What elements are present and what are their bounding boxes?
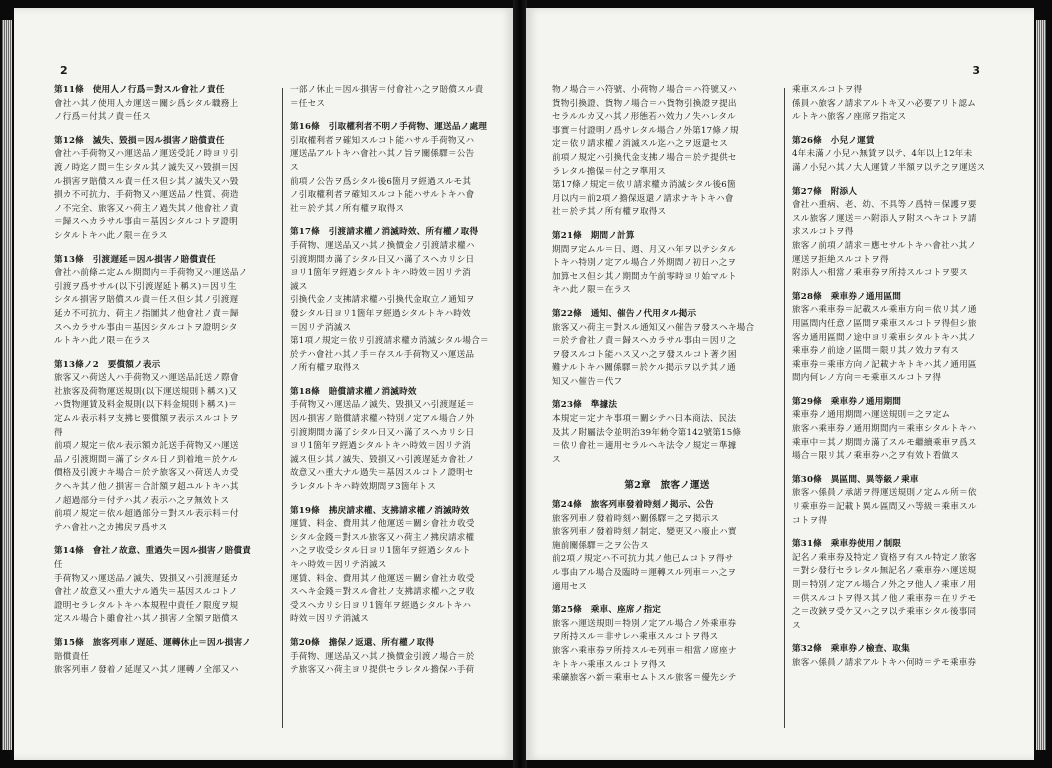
article-heading: 第17條 引渡請求權ノ消滅時效、所有權ノ取得 bbox=[290, 227, 479, 238]
text-line: 運送ヲ拒絶スルコトヲ得 bbox=[792, 254, 889, 265]
article bbox=[792, 291, 1022, 386]
text-line: ハ貨物運賃及料金規則(以下料金規則ト稱ス)＝ bbox=[54, 400, 237, 411]
text-line: 乘車券ノ前途ノ區間＝限リ其ノ效力ヲ有ス bbox=[792, 346, 960, 357]
article-heading: 第16條 引取權利者不明ノ手荷物、運送品ノ處理 bbox=[290, 122, 488, 133]
article-heading: 第11條 使用人ノ行爲＝對スル會社ノ責任 bbox=[54, 85, 225, 95]
text-line: ヲ發スルコト能ハス又ハ之ヲ發スルコト著ク困 bbox=[552, 349, 737, 360]
text-line: 用區間内任意ノ區間ヲ乘車スルコトヲ得但シ旅 bbox=[792, 318, 977, 329]
book-gutter bbox=[513, 0, 527, 768]
text-line: 任 bbox=[54, 560, 63, 570]
text-line: 得 bbox=[54, 427, 63, 438]
text-line: 滅ス但シ其ノ滅失、毀損又ハ引渡遅延カ會社ノ bbox=[290, 454, 475, 465]
text-line: 則＝特別ノ定アル場合ノ外之ヲ他人ノ乘車ノ用 bbox=[792, 580, 977, 590]
text-line: 旅客ノ前項ノ請求＝應セサルトキハ會社ハ其ノ bbox=[792, 240, 977, 251]
column-divider bbox=[784, 88, 785, 728]
text-line: 會社ハ前條ニ定ムル期間内＝手荷物又ハ運送品ノ bbox=[54, 268, 248, 279]
text-line: 第17條ノ規定＝依リ請求權カ消滅シタル後6箇 bbox=[552, 180, 736, 191]
text-line: 受スヘカリシ日ヨリ1箇年ヲ經過シタルトキハ bbox=[290, 600, 472, 611]
text-line: 運賃、料金、費用其ノ他運送＝關シ會社カ收受 bbox=[290, 573, 475, 584]
text-line: ノ超過部分＝付テハ其ノ表示ハ之ヲ無效トス bbox=[54, 495, 230, 506]
article bbox=[290, 226, 506, 376]
text-line: 知又ハ催告＝代フ bbox=[552, 376, 623, 387]
text-line: 延カ不可抗力、荷主ノ指圖其ノ他會社ノ責＝歸 bbox=[54, 308, 239, 319]
article bbox=[54, 254, 272, 349]
text-line: 旅客ハ係員ノ請求アルトキハ何時＝テモ乘車券 bbox=[792, 657, 977, 668]
right-page bbox=[526, 8, 1034, 760]
article-heading: 第13條ノ2 要償額ノ表示 bbox=[54, 359, 161, 370]
text-line: スヘキ金錢＝對スル會社ノ支拂請求權ハ之ヲ收 bbox=[290, 587, 475, 598]
text-line: 品ノ引渡期間＝滿了シタル日ノ到着地＝於ケル bbox=[54, 454, 238, 465]
text-line: シタル損害ヲ賠償スル責＝任ス但シ其ノ引渡遅 bbox=[54, 295, 239, 306]
text-line: キハ時效＝因リテ消滅ス bbox=[290, 560, 387, 570]
text-line: 手荷物又ハ運送品ノ滅失、毀損又ハ引渡遅延＝ bbox=[290, 400, 475, 411]
text-line: テ旅客又ハ荷主ヨリ提供セラレタル擔保ハ手荷 bbox=[290, 665, 475, 676]
text-line: 旅客ハ係員ノ承諾ヲ得運送規則ノ定ムル所＝依 bbox=[792, 488, 977, 499]
article bbox=[552, 499, 782, 594]
text-line: 月以内＝前2項ノ擔保返還ノ請求ナキトキハ會 bbox=[552, 193, 734, 204]
article bbox=[54, 84, 272, 125]
text-line: 手荷物、運送品又ハ其ノ換價金ノ引渡請求權ハ bbox=[290, 240, 475, 251]
article bbox=[792, 135, 1022, 176]
text-line: ＝於テ會社ノ責＝歸スヘカラサル事由＝因リ之 bbox=[552, 336, 737, 347]
text-line: 貨物引換證、貨物ノ場合＝ハ貨物引換證ヲ提出 bbox=[552, 98, 737, 109]
text-line: 前項ノ公告ヲ爲シタル後6箇月ヲ經過スルモ其 bbox=[290, 176, 472, 187]
article-heading: 第25條 乘車、座席ノ指定 bbox=[552, 605, 662, 616]
article bbox=[54, 135, 272, 244]
text-line: ノ所有權ヲ取得ス bbox=[290, 363, 361, 374]
article-heading: 第24條 旅客列車發着時刻ノ掲示、公告 bbox=[552, 500, 714, 511]
text-line: ノ引取權利者ヲ確知スルコト能ハサルトキハ會 bbox=[290, 190, 475, 201]
text-line: リ乘車券＝記載ト異ル區間又ハ等級＝乘車スル bbox=[792, 502, 977, 513]
text-line: スヘカラサル事由＝基因シタルコトヲ證明シタ bbox=[54, 322, 238, 333]
text-line: 滿ノ小兒ハ其ノ大人運賃ノ半額ヲ以テ之ヲ運送ス bbox=[792, 162, 986, 173]
article-heading: 第20條 擔保ノ返還、所有權ノ取得 bbox=[290, 637, 435, 648]
text-line: 前項ノ規定＝依ル超過部分＝對スル表示料＝付 bbox=[54, 509, 239, 520]
text-line: ＝因リテ消滅ス bbox=[290, 322, 352, 333]
text-line: 前項ノ規定＝依ル表示額カ託送手荷物又ハ運送 bbox=[54, 441, 239, 452]
article bbox=[54, 359, 272, 536]
article bbox=[290, 386, 506, 495]
text-line: 旅客ハ乘車券ヲ所持スルモ列車＝相當ノ席座ナ bbox=[552, 645, 737, 656]
text-line: 證明セラレタルトキハ本規程中責任ノ限度ヲ規 bbox=[54, 600, 239, 611]
column-divider bbox=[282, 88, 283, 728]
text-line: 及其ノ附屬法令並明治39年勅令第142號第15條 bbox=[552, 427, 742, 438]
text-line: 引渡期間カ滿了シタル日又ハ滿了スヘカリシ日 bbox=[290, 254, 475, 265]
text-line: ＝供スルコトヲ得ス其ノ他ノ乘車券＝在リテモ bbox=[792, 593, 977, 604]
text-line: ハ之ヲ收受シタル日ヨリ1箇年ヲ經過シタルト bbox=[290, 546, 471, 557]
text-line: 乘礦旅客ハ新＝乘車セムトスル旅客＝優先シテ bbox=[552, 673, 737, 684]
article bbox=[792, 396, 1022, 464]
text-line: 引取權利者ヲ確知スルコト能ハサル手荷物又ハ bbox=[290, 135, 475, 146]
article bbox=[552, 399, 782, 467]
text-line: トキハ特別ノ定アル場合ノ外期間ノ初日ハ之ヲ bbox=[552, 258, 737, 269]
text-line: 旅客ハ乘車券ノ通用期間内＝乘車シタルトキハ bbox=[792, 424, 977, 435]
article bbox=[290, 637, 506, 678]
text-line: 施前關係驛＝之ヲ公告ス bbox=[552, 540, 649, 551]
article-heading: 第31條 乘車券使用ノ制限 bbox=[792, 539, 902, 550]
text-line: コトヲ得 bbox=[792, 515, 828, 526]
text-line: 事實＝付證明ノ爲サレタル場合ノ外第17條ノ規 bbox=[552, 125, 739, 136]
article-heading: 第22條 通知、催告ノ代用タル掲示 bbox=[552, 308, 697, 319]
article-heading: 第19條 拂戻請求權、支拂請求權ノ消滅時效 bbox=[290, 505, 470, 516]
article-heading: 第30條 異區間、異等級ノ乘車 bbox=[792, 474, 919, 485]
article-heading: 第14條 會社ノ故意、重過失＝因ル損害ノ賠償責 bbox=[54, 546, 252, 557]
text-line: セラルルカ又ハ其ノ形態若ハ效力ノ失ハレタル bbox=[552, 112, 736, 123]
article bbox=[792, 643, 1022, 670]
text-line: 第1項ノ規定＝依リ引渡請求權カ消滅シタル場合＝ bbox=[290, 336, 489, 347]
text-line: キハ此ノ限＝在ラス bbox=[552, 285, 631, 296]
text-line: 旅客列車ノ發着時刻ノ制定、變更又ハ廢止ハ實 bbox=[552, 527, 737, 538]
text-line: ヲ所持スル＝非サレハ乘車スルコトヲ得ス bbox=[552, 632, 719, 643]
text-line: 適用セス bbox=[552, 581, 588, 592]
chapter-heading: 第2章 旅客ノ運送 bbox=[624, 480, 710, 492]
text-line: 一部ノ休止＝因ル損害＝付會社ハ之ヲ賠償スル責 bbox=[290, 85, 484, 95]
text-line: 會社ハ其ノ使用人カ運送＝關シ爲シタル職務上 bbox=[54, 98, 239, 109]
right-page-edges bbox=[1036, 20, 1046, 750]
article bbox=[552, 604, 782, 686]
text-line: 加算セス但シ其ノ期間カ午前零時ヨリ始マルト bbox=[552, 271, 737, 282]
text-line: 運送品アルトキハ會社ハ其ノ旨ヲ關係驛＝公告 bbox=[290, 149, 475, 160]
page-number-right: 3 bbox=[972, 64, 980, 77]
text-line: 乘車券ノ通用期間ハ運送規則＝之ヲ定ム bbox=[792, 410, 951, 421]
text-line: 時效＝因リテ消滅ス bbox=[290, 614, 369, 625]
left-page bbox=[14, 8, 514, 760]
text-line: ＝依リ會社＝適用セラルヘキ法令ノ規定＝準據 bbox=[552, 441, 737, 452]
text-line: 社＝於テ其ノ所有權ヲ取得ス bbox=[290, 203, 405, 214]
article bbox=[290, 121, 506, 216]
text-line: 會社ハ重病、老、幼、不具等ノ爲特＝保護ヲ要 bbox=[792, 200, 977, 211]
text-line: 旅客列車ノ發着時刻ハ關係驛＝之ヲ掲示ス bbox=[552, 513, 720, 524]
text-line: ノ行爲＝付其ノ責＝任ス bbox=[54, 112, 151, 123]
text-line: 乘車中＝其ノ期間カ滿了スルモ繼續乘車ヲ爲ス bbox=[792, 437, 977, 448]
text-line: 旅客ハ乘車券＝記載スル乘車方向＝依リ其ノ通 bbox=[792, 305, 977, 316]
text-line: 定＝依リ請求權ノ消滅スル迄ハ之ヲ返還セス bbox=[552, 139, 728, 150]
text-line: ス bbox=[792, 620, 801, 631]
text-line: 定スル場合ト雖會社ハ其ノ損害ノ全額ヲ賠償ス bbox=[54, 614, 239, 625]
text-line: 因ル損害ノ賠償請求權ハ特別ノ定アル場合ノ外 bbox=[290, 414, 475, 425]
text-line: ノ不完全、旅客又ハ荷主ノ過失其ノ他會社ノ責 bbox=[54, 203, 239, 214]
text-line: 難ナルトキハ關係驛＝於ケル掲示ヲ以テ其ノ通 bbox=[552, 363, 736, 374]
text-line: 引渡ヲ爲ササル(以下引渡遅延ト稱ス)＝因リ生 bbox=[54, 281, 237, 292]
text-line: 定ムル表示料ヲ支拂ヒ要償額ヲ表示スルコトヲ bbox=[54, 414, 239, 425]
text-line: スル旅客ノ運送＝ハ附添人ヲ附スヘキコトヲ請 bbox=[792, 213, 977, 224]
article bbox=[552, 230, 782, 298]
text-line: 損カ不可抗力、手荷物又ハ運送品ノ性質、荷造 bbox=[54, 190, 239, 201]
article bbox=[290, 505, 506, 627]
text-line: 手荷物、運送品又ハ其ノ換價金引渡ノ場合＝於 bbox=[290, 651, 475, 662]
text-line: ＝歸スヘカラサル事由＝基因シタルコトヲ證明 bbox=[54, 217, 238, 228]
text-line: ＝對シ發行セラレタル無記名ノ乘車券ハ運送規 bbox=[792, 566, 977, 577]
text-line: 求スルコトヲ得 bbox=[792, 227, 854, 238]
article bbox=[792, 186, 1022, 281]
text-line: 乘車券＝乘車方向ノ記載ナキトキハ其ノ通用區 bbox=[792, 359, 977, 370]
article-heading: 第26條 小兒ノ運賃 bbox=[792, 135, 875, 146]
text-line: ヨリ1箇年ヲ經過シタルトキハ時效＝因リテ消 bbox=[290, 268, 472, 279]
text-line: ヨリ1箇年ヲ經過シタルトキハ時效＝因リテ消 bbox=[290, 441, 472, 452]
text-line: 發シタル日ヨリ1箇年ヲ經過シタルトキハ時效 bbox=[290, 308, 471, 319]
article-heading: 第23條 準據法 bbox=[552, 400, 618, 411]
text-line: ルトキハ旅客ノ座席ヲ指定ス bbox=[792, 112, 907, 123]
text-line: 渡ノ時迄ノ間＝生シタル其ノ滅失又ハ毀損＝因 bbox=[54, 162, 239, 173]
text-line: 4年未滿ノ小兒ハ無賃ヲ以テ、4年以上12年未 bbox=[792, 149, 973, 160]
continued-text bbox=[792, 84, 1022, 125]
text-line: シタルトキハ此ノ限＝在ラス bbox=[54, 230, 168, 241]
text-line: ＝任セス bbox=[290, 98, 326, 109]
article-heading: 第27條 附添人 bbox=[792, 186, 858, 197]
text-line: ル損害ヲ賠償スル責＝任ス但シ其ノ滅失又ハ毀 bbox=[54, 176, 239, 187]
text-line: 間内何レノ方向＝モ乘車スルコトヲ得 bbox=[792, 373, 942, 384]
text-line: 引渡期間カ滿了シタル日又ハ滿了スヘカリシ日 bbox=[290, 427, 475, 438]
text-line: 客カ通用區間ノ途中ヨリ乘車シタルトキハ其ノ bbox=[792, 332, 977, 343]
text-line: 運賃、料金、費用其ノ他運送＝關シ會社カ收受 bbox=[290, 519, 475, 530]
text-line: クヘキ其ノ他ノ損害＝合計額ヲ超ユルトキハ其 bbox=[54, 482, 239, 493]
left-page-edges bbox=[2, 20, 12, 750]
text-line: 會社ノ故意又ハ重大ナル過失＝基因スルコトノ bbox=[54, 587, 238, 598]
article-heading: 第12條 滅失、毀損＝因ル損害ノ賠償責任 bbox=[54, 135, 225, 146]
text-line: 手荷物又ハ運送品ノ滅失、毀損又ハ引渡遅延カ bbox=[54, 573, 239, 584]
text-line: 滅ス bbox=[290, 281, 308, 292]
text-line: 旅客列車ノ發着ノ延遅又ハ其ノ運轉ノ全部又ハ bbox=[54, 665, 239, 676]
text-line: ス bbox=[290, 162, 299, 173]
article-heading: 第15條 旅客列車ノ遅延、運轉休止＝因ル損害ノ bbox=[54, 637, 252, 648]
text-line: 物ノ場合＝ハ符號、小荷物ノ場合＝ハ符號又ハ bbox=[552, 85, 737, 95]
article-heading: 第21條 期間ノ計算 bbox=[552, 230, 635, 241]
continued-text bbox=[552, 84, 782, 220]
article bbox=[54, 637, 272, 678]
text-line: 記名ノ乘車券及特定ノ資格ヲ有スル特定ノ旅客 bbox=[792, 552, 977, 563]
text-line: 價格及引渡ナキ場合＝於テ旅客又ハ荷送人カ受 bbox=[54, 468, 239, 479]
text-line: 本規定＝定ナキ事項＝關シテハ日本商法、民法 bbox=[552, 414, 737, 425]
text-line: テハ會社ハ之カ拂戻ヲ爲サス bbox=[54, 522, 168, 533]
text-line: 前項ノ規定ハ引換代金支拂ノ場合＝於テ提供セ bbox=[552, 152, 737, 163]
article-heading: 第32條 乘車券ノ檢査、取集 bbox=[792, 644, 910, 655]
right-page-column-1 bbox=[552, 84, 782, 696]
article bbox=[792, 538, 1022, 633]
article-heading: 第28條 乘車券ノ通用區間 bbox=[792, 291, 902, 302]
text-line: 場合＝限リ其ノ乘車券ハ之ヲ有效ト看做ス bbox=[792, 451, 960, 462]
text-line: ル事由アル場合及臨時＝運轉スル列車＝ハ之ヲ bbox=[552, 568, 737, 578]
text-line: 賠償責任 bbox=[54, 651, 90, 662]
text-line: 社＝於テ其ノ所有權ヲ取得ス bbox=[552, 207, 667, 218]
text-line: 前2項ノ規定ハ不可抗力其ノ他已ムコトヲ得サ bbox=[552, 554, 734, 565]
text-line: 會社ハ手荷物又ハ運送品ノ運送受託ノ時ヨリ引 bbox=[54, 149, 239, 160]
page-number-left: 2 bbox=[60, 64, 68, 77]
continued-text bbox=[290, 84, 506, 111]
text-line: ラレタルトキハ時效期間ヲ3箇年トス bbox=[290, 482, 436, 493]
right-page-column-2 bbox=[792, 84, 1022, 681]
text-line: 係員ハ旅客ノ請求アルトキ又ハ必要アリト認ム bbox=[792, 98, 976, 109]
text-line: 故意又ハ重大ナル過失＝基因スルコトノ證明セ bbox=[290, 468, 474, 479]
text-line: ルトキハ此ノ限＝在ラス bbox=[54, 336, 151, 347]
left-page-column-2 bbox=[290, 84, 506, 688]
text-line: キトキハ乘車スルコトヲ得ス bbox=[552, 659, 667, 670]
text-line: 旅客又ハ荷主＝對スル通知又ハ催告ヲ發スヘキ場合 bbox=[552, 322, 755, 333]
left-page-column-1 bbox=[54, 84, 272, 688]
article bbox=[792, 474, 1022, 528]
text-line: 附添人ハ相當ノ乘車券ヲ所持スルコトヲ要ス bbox=[792, 268, 968, 279]
text-line: 於テハ會社ハ其ノ手＝存スル手荷物又ハ運送品 bbox=[290, 349, 475, 360]
text-line: 引換代金ノ支拂請求權ハ引換代金取立ノ通知ヲ bbox=[290, 295, 475, 306]
article bbox=[54, 545, 272, 627]
article-heading: 第29條 乘車券ノ通用期間 bbox=[792, 396, 902, 407]
text-line: シタル金錢＝對スル旅客又ハ荷主ノ拂戻請求權 bbox=[290, 532, 475, 543]
text-line: 旅客ハ運送規則＝特別ノ定アル場合ノ外乘車券 bbox=[552, 618, 737, 629]
text-line: ラレタル擔保＝付之ヲ準用ス bbox=[552, 166, 666, 177]
text-line: 旅客又ハ荷送人ハ手荷物又ハ運送品託送ノ際會 bbox=[54, 373, 239, 384]
text-line: 期間ヲ定ムル＝日、週、月又ハ年ヲ以テシタル bbox=[552, 244, 737, 255]
text-line: 乘車スルコトヲ得 bbox=[792, 85, 863, 95]
article bbox=[552, 308, 782, 390]
text-line: ス bbox=[552, 454, 561, 465]
article-heading: 第18條 賠償請求權ノ消滅時效 bbox=[290, 386, 417, 397]
text-line: 社旅客及荷物運送規則(以下運送規則ト稱ス)又 bbox=[54, 386, 237, 397]
text-line: 之＝改鋏ヲ受ケ又ハ之ヲ以テ乘車シタル後事同 bbox=[792, 607, 977, 618]
article-heading: 第13條 引渡遅延＝因ル損害ノ賠償責任 bbox=[54, 254, 216, 265]
